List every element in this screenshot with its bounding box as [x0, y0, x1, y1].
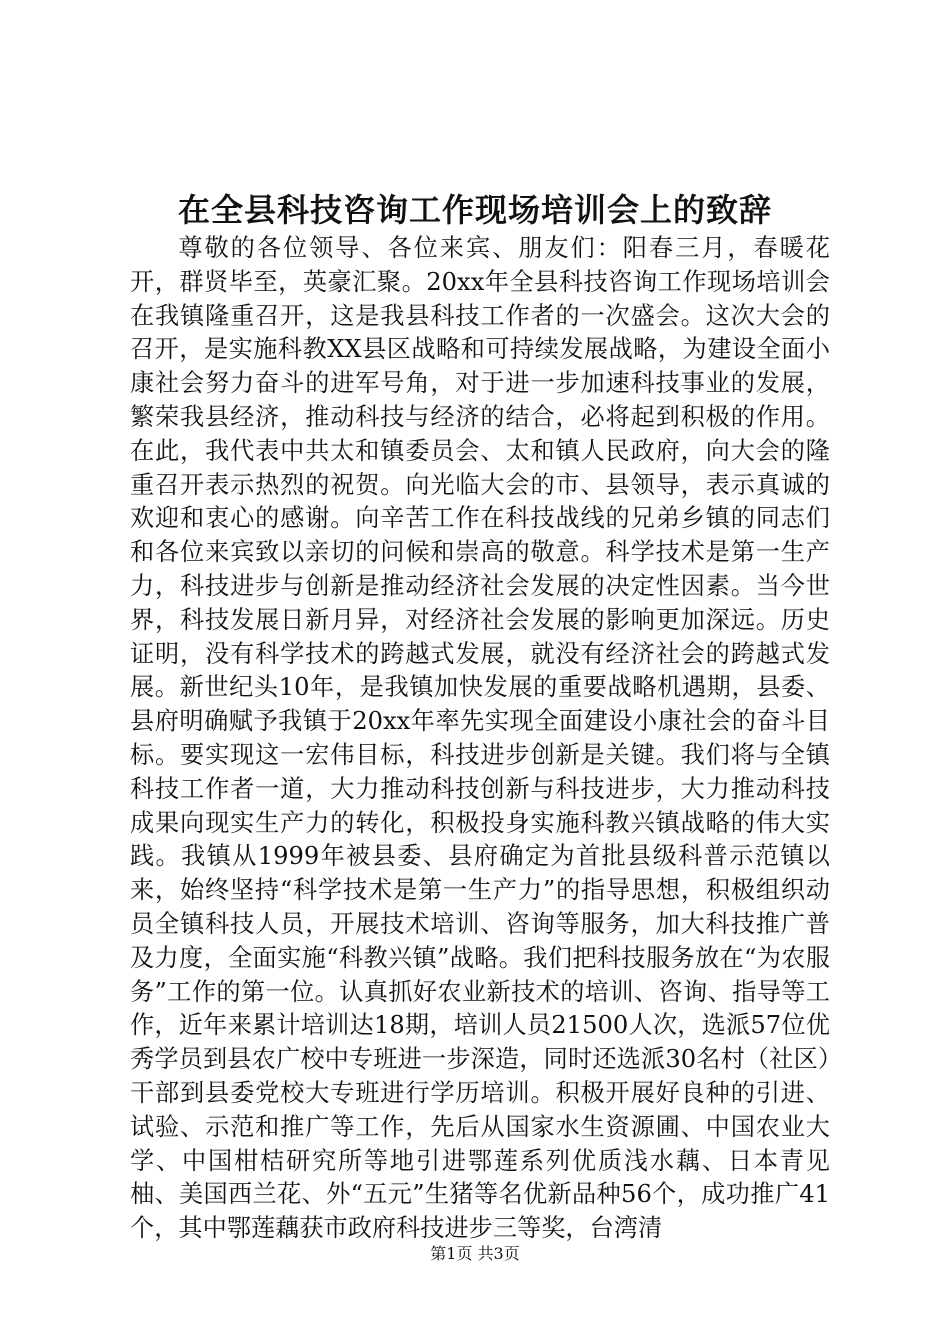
- document-body-paragraph: 尊敬的各位领导、各位来宾、朋友们：阳春三月，春暖花开，群贤毕至，英豪汇聚。20xx年全县科技咨询工作现场培训会在我镇隆重召开，这是我县科技工作者的一次盛会。这次大会的召开，是实施科教XX县区战略和可持续发展战略，为建设全面小康社会努力奋斗的进军号角，对于进一步加速科技事业的发展，繁荣我县经济，推动科技与经济的结合，必将起到积极的作用。在此，我代表中共太和镇委员会、太和镇人民政府，向大会的隆重召开表示热烈的祝贺。向光临大会的市、县领导，表示真诚的欢迎和衷心的感谢。向辛苦工作在科技战线的兄弟乡镇的同志们和各位来宾致以亲切的问候和崇高的敬意。科学技术是第一生产力，科技进步与创新是推动经济社会发展的决定性因素。当今世界，科技发展日新月异，对经济社会发展的影响更加深远。历史证明，没有科学技术的跨越式发展，就没有经济社会的跨越式发展。新世纪头10年，是我镇加快发展的重要战略机遇期，县委、县府明确赋予我镇于20xx年率先实现全面建设小康社会的奋斗目标。要实现这一宏伟目标，科技进步创新是关键。我们将与全镇科技工作者一道，大力推动科技创新与科技进步，大力推动科技成果向现实生产力的转化，积极投身实施科教兴镇战略的伟大实践。我镇从1999年被县委、县府确定为首批县级科普示范镇以来，始终坚持“科学技术是第一生产力”的指导思想，积极组织动员全镇科技人员，开展技术培训、咨询等服务，加大科技推广普及力度，全面实施“科教兴镇”战略。我们把科技服务放在“为农服务”工作的第一位。认真抓好农业新技术的培训、咨询、指导等工作，近年来累计培训达18期，培训人员21500人次，选派57位优秀学员到县农广校中专班进一步深造，同时还选派30名村（社区）干部到县委党校大专班进行学历培训。积极开展好良种的引进、试验、示范和推广等工作，先后从国家水生资源圃、中国农业大学、中国柑桔研究所等地引进鄂莲系列优质浅水藕、日本青见柚、美国西兰花、外“五元”生猪等名优新品种56个，成功推广41个，其中鄂莲藕获市政府科技进步三等奖，台湾清: [130, 234, 830, 1243]
- page-footer: 第1页 共3页: [430, 1244, 520, 1263]
- document-title: 在全县科技咨询工作现场培训会上的致辞: [177, 191, 772, 229]
